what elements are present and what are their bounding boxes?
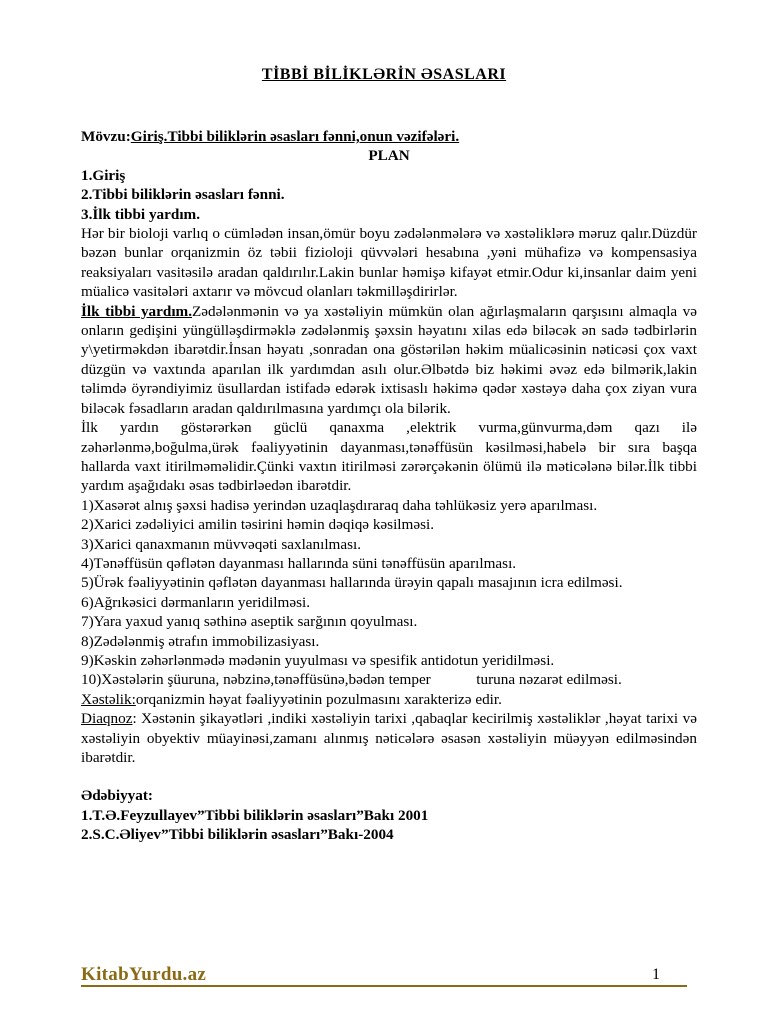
disease-definition bbox=[81, 690, 697, 709]
topic-line bbox=[81, 127, 697, 146]
diagnosis-text: : Xəstənin şikayətləri ,indiki xəstəliyin tarixi ,qabaqlar kecirilmiş xəstəliklər ,həyat tarixi və xəstəliyin obyektiv müayinəsi,zamanı alınmış nəticələrə əsasən xəstəliyin müəyyən edilməsindən ibarətdir. bbox=[81, 710, 697, 766]
measure-item: 4)Tənəffüsün qəflətən dayanması hallarında süni tənəffüsün aparılması. bbox=[81, 554, 517, 572]
intro-paragraph: Hər bir bioloji varlıq o cümlədən insan,ömür boyu zədələnmələrə və xəstəliklərə məruz qalır.Düzdür bəzən bunlar orqanizmin öz təbii fizioloji qüvvələri hesabına ,yəni mühafizə və kompensasiya reaksiyaları vasitəsilə aradan qaldırılır.Lakin bunlar həmişə kifayət etmir.Odur ki,insanlar daim yeni müalicə vasitələri axtarır və mövcud olanları təkmilləşdirirlər. bbox=[81, 225, 697, 301]
bibliography-item: 1.T.Ə.Feyzullayev”Tibbi biliklərin əsasları”Bakı 2001 bbox=[81, 806, 429, 824]
footer-divider bbox=[81, 985, 687, 987]
measure-item: 1)Xasərət alnış şəxsi hadisə yerindən uzaqlaşdıraraq daha təhlükəsiz yerə aparılması. bbox=[81, 496, 598, 514]
plan-item: 3.İlk tibbi yardım. bbox=[81, 205, 200, 223]
plan-item: 1.Giriş bbox=[81, 166, 126, 184]
plan-item: 2.Tibbi biliklərin əsasları fənni. bbox=[81, 186, 285, 204]
measure-item: 5)Ürək fəaliyyətinin qəflətən dayanması hallarında ürəyin qapalı masajının icra edilməsi. bbox=[81, 574, 623, 592]
first-aid-term: İlk tibbi yardım. bbox=[81, 302, 193, 320]
measure-item: 8)Zədələnmiş ətrafın immobilizasiyası. bbox=[81, 632, 320, 650]
disease-term: Xəstəlik: bbox=[81, 690, 136, 708]
measure-item: 9)Kəskin zəhərlənmədə mədənin yuyulması və spesifik antidotun yeridilməsi. bbox=[81, 651, 555, 669]
first-aid-text: Zədələnmənin və ya xəstəliyin mümkün olan ağırlaşmaların qarşısını almaqla və onların gedişini yüngülləşdirməklə zədələnmiş şəxsin həyatını xilas edə biləcək ən sadə tədbirlərin y\yetirməkdən ibarətdir.İnsan həyatı ,sonradan ona göstərilən həkim müalicəsinin nəticəsi çox vaxt düzgün və vaxtında aparılan ilk yardımdan asılı olur.Əlbətdə biz həkimi əvəz edə bilmərik,lakin təlimdə öyrəndiyimiz üsullardan istifadə edərək ixtisaslı həkimə qədər xəstəyə daha çox ziyan vura biləcək fəsadların aradan qaldırılmasına yardımçı ola bilərik. bbox=[81, 302, 697, 417]
topic-label: Mövzu: bbox=[81, 128, 131, 145]
measure-item: 6)Ağrıkəsici dərmanların yeridilməsi. bbox=[81, 593, 311, 611]
measure-item: 3)Xarici qanaxmanın müvvəqəti saxlanılması. bbox=[81, 535, 362, 553]
bibliography-item: 2.S.C.Əliyev”Tibbi biliklərin əsasları”Bakı-2004 bbox=[81, 826, 394, 844]
footer-brand-logo: KitabYurdu.az bbox=[81, 964, 207, 985]
page-title: TİBBİ BİLİKLƏRİN ƏSASLARI bbox=[261, 66, 507, 83]
emergency-paragraph: İlk yardın göstərərkən güclü qanaxma ,elektrik vurma,günvurma,dəm qazı ilə zəhərlənmə,boğulma,ürək fəaliyyətinin dayanması,tənəffüsün kəsilməsi,habelə bir sıra başqa hallarda vaxt itirilməməlidir.Çünki vaxtın itirilməsi zərərçəkənin ölümü ilə məticələnə bilər.İlk tibbi yardım aşağıdakı əsas tədbirləedən ibarətdir. bbox=[81, 419, 697, 495]
measure-item: 2)Xarici zədəliyici amilin təsirini həmin dəqiqə kəsilməsi. bbox=[81, 516, 435, 534]
bibliography-heading: Ədəbiyyat: bbox=[81, 787, 153, 805]
diagnosis-definition bbox=[81, 709, 697, 767]
disease-text: orqanizmin həyat fəaliyyətinin pozulmasını xarakterizə edir. bbox=[135, 690, 502, 708]
measure-item: 7)Yara yaxud yanıq səthinə aseptik sarğının qoyulması. bbox=[81, 613, 418, 631]
plan-heading: PLAN bbox=[368, 147, 410, 165]
diagnosis-term: Diaqnoz bbox=[81, 710, 133, 728]
document-body bbox=[81, 127, 697, 845]
spacer bbox=[81, 767, 697, 786]
page-number: 1 bbox=[652, 966, 660, 983]
measure-item: 10)Xəstələrin şüuruna, nəbzinə,tənəffüsünə,bədən temper turuna nəzarət edilməsi. bbox=[81, 671, 622, 689]
topic-text: Giriş.Tibbi biliklərin əsasları fənni,onun vəzifələri. bbox=[130, 128, 460, 145]
first-aid-paragraph bbox=[81, 302, 697, 418]
